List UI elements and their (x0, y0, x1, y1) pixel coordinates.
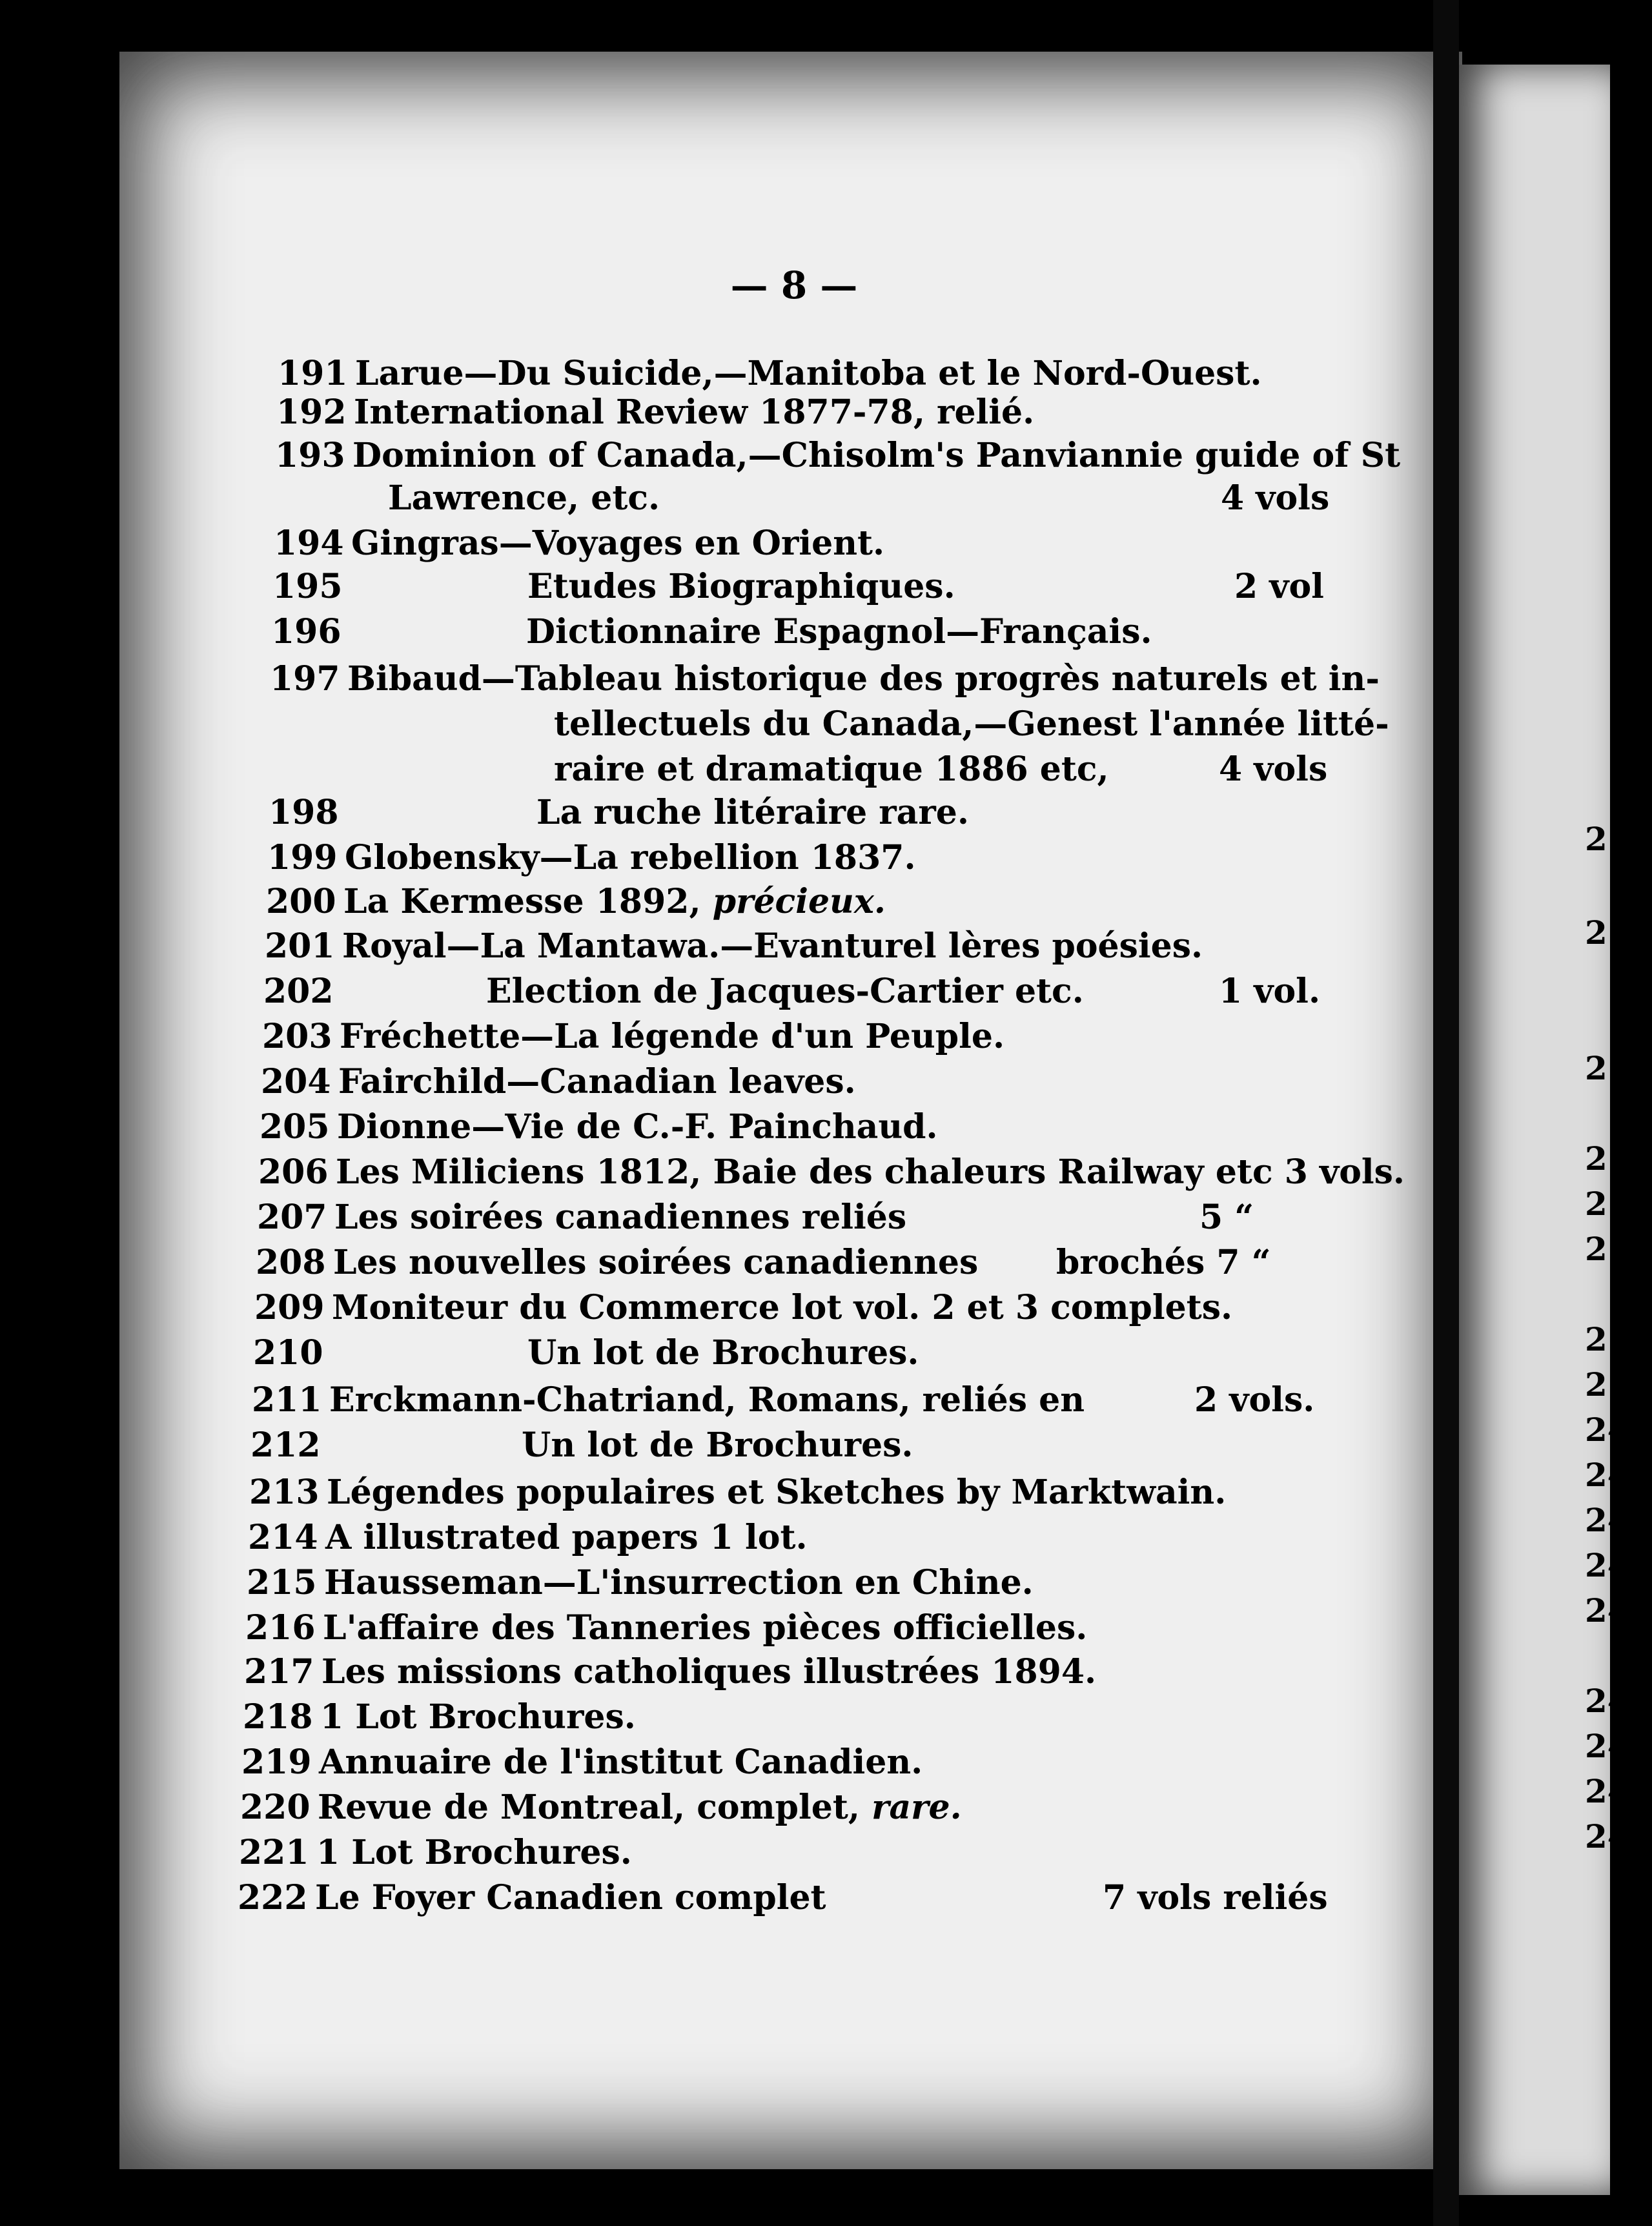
facing-page-fragment: 2 (1585, 1230, 1607, 1268)
facing-page-fragment: 2 (1585, 1320, 1607, 1358)
facing-page-fragment: 2 (1585, 820, 1607, 858)
catalogue-entries: 191 Larue—Du Suicide,—Manitoba et le Nord-Ouest. 192 International Review 1877-78, relié. 193 Dominion of Canada,—Chisolm's Panviannie guide of St Lawrence, etc. 4 vols 194 Gingras—Voyages en Orient. 195 Etudes Biographiques. 2 vol 196 Dictionnaire Espagnol—Français. 197 Bibaud—Tableau historique des progrès naturels et in- tellectuels du Canada,—Genest l'année litté- raire et dramatique 1886 etc, 4 vols 198 La ruche litéraire rare. 199 Globensky—La rebellion 1837. 200 La Kermesse 1892, précieux. 201 Royal—La Mantawa.—Evanturel lères poésies. 202 Election de Jacques-Cartier etc. 1 vol. 203 Fréchette—La légende d'un Peuple. 204 Fairchild—Canadian leaves. 205 Dionne—Vie de C.-F. Painchaud. 206 Les Miliciens 1812, Baie des chaleurs Railway etc 3 vols. 207 Les soirées canadiennes reliés 5 “ 208 Les nouvelles soirées canadiennes brochés 7 “ 209 Moniteur du Commerce lot vol. 2 et 3 complets. 210 Un lot de Brochures. 211 Erckmann-Chatriand, Romans, reliés en 2 vols. 212 Un lot de Brochures. 213 Légendes populaires et Sketches by Marktwain. 214 A illustrated papers 1 lot. 215 Hausseman—L'insurrection en Chine. 216 L'affaire des Tanneries pièces officielles. 217 Les missions catholiques illustrées 1894. 218 1 Lot Brochures. 219 Annuaire de l'institut Canadien. 220 Revue de Montreal, complet, rare. 221 1 Lot Brochures. 222 Le Foyer Canadien complet 7 vols reliés (238, 354, 1405, 1917)
facing-page-fragment: 24 (1585, 1546, 1630, 1584)
facing-page-fragment: 24 (1585, 1411, 1630, 1449)
facing-page-fragment: 24 (1585, 1501, 1630, 1539)
facing-page-fragment: 2 (1585, 1365, 1607, 1404)
facing-page-fragment: 2 (1585, 1139, 1607, 1178)
facing-page-fragment: 2 (1585, 1185, 1607, 1223)
facing-page-fragment: 24 (1585, 1682, 1630, 1720)
facing-page-fragment: 24 (1585, 1456, 1630, 1494)
facing-page-fragment: 246 (1585, 1727, 1652, 1765)
facing-page-fragment: 24 (1585, 1591, 1630, 1629)
facing-page-fragment: 247 (1585, 1772, 1652, 1810)
facing-page-fragment: 248 (1585, 1817, 1652, 1855)
facing-page-fragment: 2 (1585, 914, 1607, 952)
facing-page-fragment: 2 (1585, 1049, 1607, 1087)
page-number: — 8 — (730, 263, 858, 307)
